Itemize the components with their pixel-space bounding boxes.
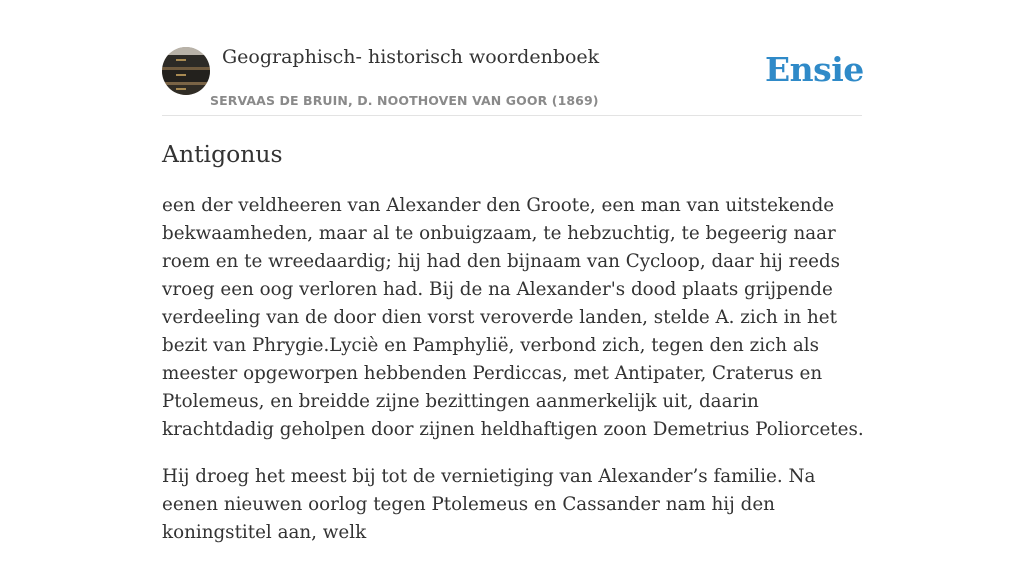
ensie-logo[interactable]: Ensie — [765, 50, 864, 89]
entry-title: Antigonus — [162, 140, 283, 168]
entry-paragraph: een der veldheeren van Alexander den Groote, een man van uitstekende bekwaamheden, maar al te onbuigzaam, te hebzuchtig, te begeerig naar roem en te wreedaardig; hij had den bijnaam van Cycloop, daar hij reeds vroeg een oog verloren had. Bij de na Alexander's dood plaats grijpende verdeeling van de door dien vorst veroverde landen, stelde A. zich in het bezit van Phrygie.Lyciè en Pamphylië, verbond zich, tegen den zich als meester opgeworpen hebbenden Perdiccas, met Antipater, Craterus en Ptolemeus, en breidde zijne bezittingen aanmerkelijk uit, daarin krachtdadig geholpen door zijnen heldhaftigen zoon Demetrius Poliorcetes. — [162, 195, 864, 440]
book-spines-icon — [162, 47, 210, 95]
entry-body — [162, 192, 872, 566]
header-divider — [162, 115, 862, 116]
entry-paragraph: Hij droeg het meest bij tot de vernietiging van Alexander’s familie. Na eenen nieuwen oorlog tegen Ptolemeus en Cassander nam hij den koningstitel aan, welk — [162, 466, 816, 543]
book-title[interactable]: Geographisch- historisch woordenboek — [222, 46, 600, 68]
book-authors: SERVAAS DE BRUIN, D. NOOTHOVEN VAN GOOR (1869) — [210, 93, 599, 108]
book-thumbnail[interactable] — [162, 47, 210, 95]
